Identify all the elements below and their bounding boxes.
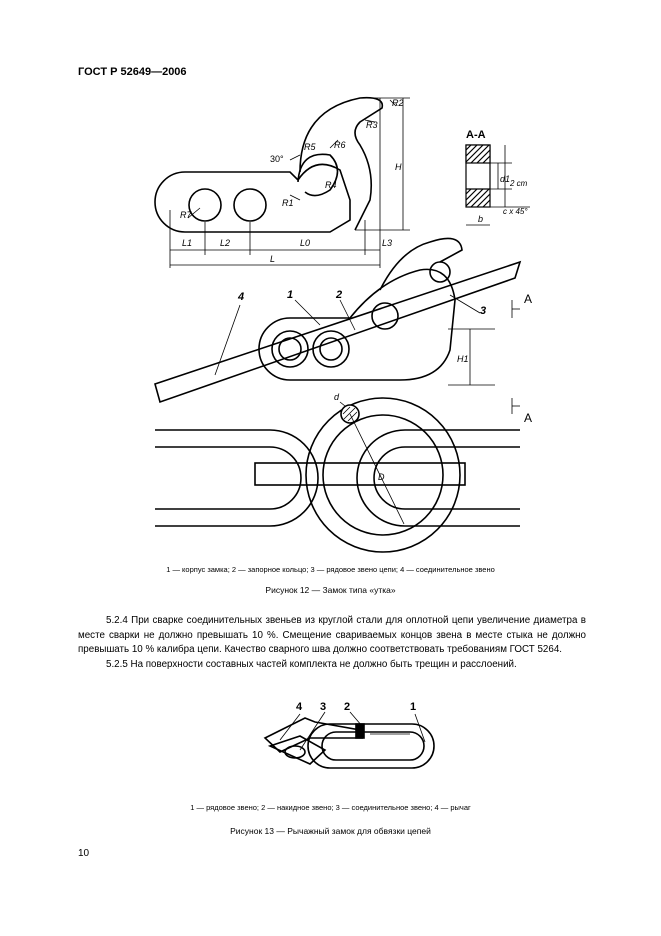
fig13-label-n2: 2 xyxy=(344,701,351,713)
label-l3: L3 xyxy=(382,238,393,248)
label-b: b xyxy=(478,214,484,224)
label-d: d xyxy=(334,392,340,402)
label-angle: 30° xyxy=(270,154,284,164)
figure-13-legend: 1 — рядовое звено; 2 — накидное звено; 3 — соединительное звено; 4 — рычаг xyxy=(190,803,471,812)
label-a-bottom: A xyxy=(524,411,533,425)
label-d1: d1 xyxy=(500,174,511,184)
fig13-label-n4: 4 xyxy=(296,701,303,713)
label-n2: 2 xyxy=(336,289,343,301)
label-n1: 1 xyxy=(287,289,294,301)
label-r3: R3 xyxy=(366,120,378,130)
label-n3: 3 xyxy=(480,305,487,317)
fig13-label-n1: 1 xyxy=(410,701,417,713)
label-r4: R4 xyxy=(325,180,337,190)
label-r5: R5 xyxy=(304,142,316,152)
document-header: ГОСТ Р 52649—2006 xyxy=(78,66,187,78)
label-r1: R1 xyxy=(282,198,294,208)
paragraph-5-2-4: 5.2.4 При сварке соединительных звеньев из круглой стали для оплотной цепи увеличение диаметра в месте сварки не должно превышать 10 %. Смещение свариваемых концов звена в месте стыка не должно превышать 10 % калибра цепи. Качество сварного шва должно соответствовать требованиям ГОСТ 5264. xyxy=(78,615,586,655)
paragraph-5-2-5: 5.2.5 На поверхности составных частей комплекта не должно быть трещин и расслоений. xyxy=(106,658,517,670)
label-h: H xyxy=(395,162,402,172)
figure-12-caption: Рисунок 12 — Замок типа «утка» xyxy=(265,585,396,595)
figure-13-caption: Рисунок 13 — Рычажный замок для обвязки цепей xyxy=(230,826,431,836)
label-h1: H1 xyxy=(457,354,469,364)
figure-12-legend: 1 — корпус замка; 2 — запорное кольцо; 3 — рядовое звено цепи; 4 — соединительное звено xyxy=(166,565,495,574)
label-chamfer: c x 45° xyxy=(503,207,528,216)
label-D: D xyxy=(378,472,385,482)
label-section: А-А xyxy=(466,129,486,141)
label-r2: R2 xyxy=(392,98,404,108)
fig13-label-n3: 3 xyxy=(320,701,327,713)
label-r7: R7 xyxy=(180,210,192,220)
label-n4: 4 xyxy=(238,291,245,303)
label-l: L xyxy=(270,254,276,264)
label-l1: L1 xyxy=(182,238,193,248)
label-l2: L2 xyxy=(220,238,231,248)
body-text xyxy=(78,614,586,672)
label-a-top: A xyxy=(524,292,533,306)
label-two-cm: 2 cm xyxy=(510,179,528,188)
label-r6: R6 xyxy=(334,140,346,150)
figure-13-drawing xyxy=(0,690,661,800)
page-number: 10 xyxy=(78,848,90,859)
label-l0: L0 xyxy=(300,238,311,248)
